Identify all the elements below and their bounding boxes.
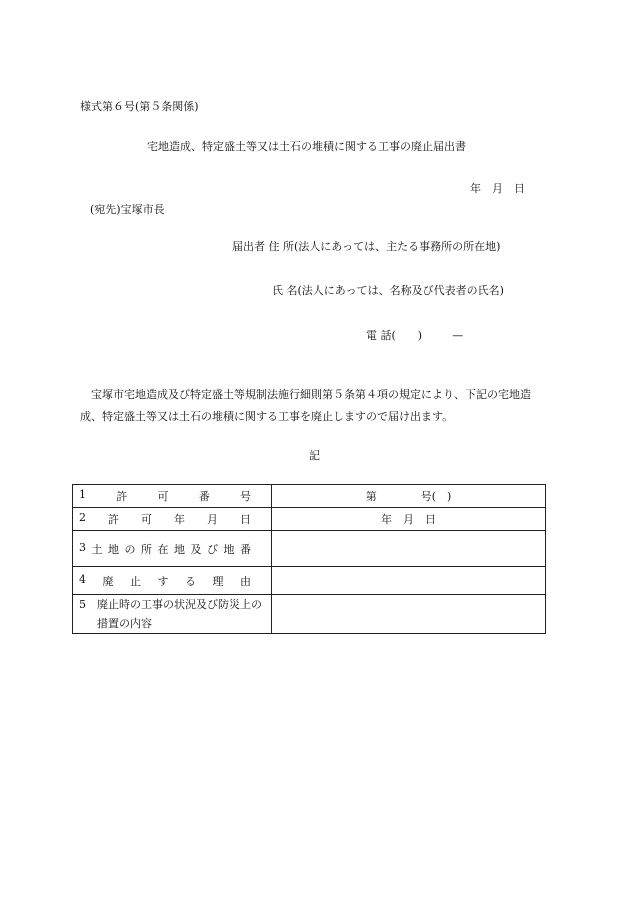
date-line: 年 月 日 (470, 182, 525, 195)
label-char: 地 (174, 542, 185, 556)
phone-close: ) (417, 329, 423, 342)
label-char: 号 (240, 490, 251, 503)
work-status-label: 廃止時の工事の状況及び防災上の措置の内容 (97, 598, 262, 630)
label-char: 止 (130, 574, 141, 588)
label-char: び (207, 542, 218, 556)
row-number: 3 (79, 540, 86, 554)
label-char: 年 (174, 513, 185, 526)
label-char: 所 (141, 542, 152, 556)
label-char: 月 (207, 513, 218, 526)
row-label-permit-date (73, 508, 272, 531)
label-char: 日 (240, 513, 251, 526)
phone-dash: — (452, 329, 464, 342)
land-location-value (272, 531, 546, 567)
label-char: る (185, 574, 196, 588)
row-label-work-status (73, 595, 272, 634)
abolition-reason-value (272, 567, 546, 595)
label-char: 許 (108, 513, 119, 526)
document-title: 宅地造成、特定盛土等又は土石の堆積に関する工事の廃止届出書 (147, 140, 466, 153)
row-number: 4 (79, 572, 86, 586)
addressee: (宛先)宝塚市長 (90, 203, 165, 216)
table-row (73, 595, 546, 634)
label-char: 廃 (102, 574, 114, 588)
ki-heading: 記 (309, 449, 320, 462)
applicant-address-label: 届出者 住 所(法人にあっては、主たる事務所の所在地) (232, 240, 501, 253)
label-char: 土 (91, 542, 103, 556)
body-paragraph: 宝塚市宅地造成及び特定盛土等規制法施行細則第５条第４項の規定により、下記の宅地造成、特定盛土等又は土石の堆積に関する工事を廃止しますので届け出ます。 (80, 388, 531, 423)
label-char: 及 (190, 542, 202, 556)
form-number: 様式第６号(第５条関係) (80, 100, 199, 113)
label-char: 地 (223, 542, 235, 556)
label-char: 番 (198, 490, 210, 503)
work-status-value (272, 595, 546, 634)
label-char: 理 (212, 574, 224, 588)
label-char: 許 (116, 490, 128, 503)
phone-label: 電 話( (366, 329, 396, 342)
row-number: 1 (79, 488, 86, 501)
label-char: 番 (240, 542, 251, 556)
permit-date-value: 年 月 日 (272, 508, 546, 531)
row-label-abolition-reason (73, 567, 272, 595)
permit-number-value: 第 号( ) (272, 485, 546, 508)
row-number: 2 (79, 511, 86, 524)
table-row (73, 567, 546, 595)
table-row (73, 531, 546, 567)
label-char: す (157, 574, 169, 588)
row-number: 5 (79, 598, 86, 611)
phone-line (366, 327, 463, 343)
label-char: 可 (141, 513, 152, 526)
applicant-name-label: 氏 名(法人にあっては、名称及び代表者の氏名) (272, 284, 504, 297)
label-char: の (124, 542, 136, 556)
table-row (73, 485, 546, 508)
row-label-land-location (73, 531, 272, 567)
row-label-permit-number (73, 485, 272, 508)
label-char: 在 (157, 542, 169, 556)
label-char: 可 (157, 490, 169, 503)
label-char: 由 (240, 574, 251, 588)
table-row (73, 508, 546, 531)
details-table (72, 484, 546, 634)
label-char: 地 (108, 542, 119, 556)
